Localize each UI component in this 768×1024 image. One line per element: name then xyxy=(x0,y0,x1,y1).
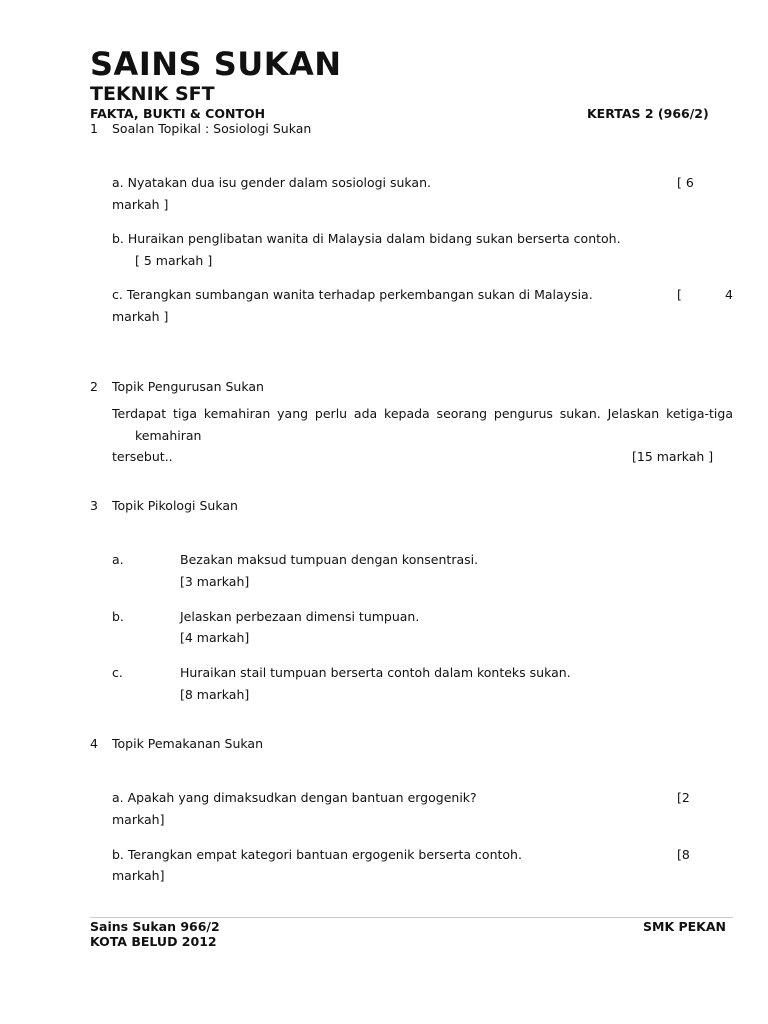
q4-title: Topik Pemakanan Sukan xyxy=(112,736,264,751)
q1-c-marks: markah ] xyxy=(112,309,169,324)
q1-c-text: c. Terangkan sumbangan wanita terhadap perkembangan sukan di Malaysia. xyxy=(112,287,593,302)
q4-b-bracket: [8 xyxy=(677,847,690,862)
q2-question-line1: Terdapat tiga kemahiran yang perlu ada kepada seorang pengurus sukan. Jelaskan ketiga-tiga xyxy=(112,406,733,421)
q3-c-letter: c. xyxy=(112,665,123,680)
q3-b-letter: b. xyxy=(112,609,124,624)
footer-divider xyxy=(90,917,733,918)
q1-c-bracket: [ xyxy=(677,287,682,302)
q3-c-text: Huraikan stail tumpuan berserta contoh dalam konteks sukan. xyxy=(180,665,571,680)
q1-b-marks: [ 5 markah ] xyxy=(135,253,213,268)
footer-left-line2: KOTA BELUD 2012 xyxy=(90,934,217,949)
page-title: SAINS SUKAN xyxy=(90,45,342,83)
header-right-label: KERTAS 2 (966/2) xyxy=(587,106,709,121)
header-left-label: FAKTA, BUKTI & CONTOH xyxy=(90,106,266,121)
q2-title: Topik Pengurusan Sukan xyxy=(112,379,264,394)
q1-a-bracket: [ 6 xyxy=(677,175,694,190)
q2-question-line2: kemahiran xyxy=(135,428,202,443)
q4-a-bracket: [2 xyxy=(677,790,690,805)
q3-a-letter: a. xyxy=(112,552,124,567)
page-subtitle: TEKNIK SFT xyxy=(90,83,215,105)
q2-number: 2 xyxy=(90,379,98,394)
q4-b-marks: markah] xyxy=(112,868,165,883)
q4-a-text: a. Apakah yang dimaksudkan dengan bantuan ergogenik? xyxy=(112,790,477,805)
q2-marks: [15 markah ] xyxy=(632,449,714,464)
q3-a-marks: [3 markah] xyxy=(180,574,250,589)
q4-a-marks: markah] xyxy=(112,812,165,827)
q3-b-marks: [4 markah] xyxy=(180,630,250,645)
q1-a-marks: markah ] xyxy=(112,197,169,212)
q2-question-line3: tersebut.. xyxy=(112,449,173,464)
q1-b-text: b. Huraikan penglibatan wanita di Malaysia dalam bidang sukan berserta contoh. xyxy=(112,231,621,246)
q1-c-marks-number: 4 xyxy=(725,287,733,302)
q3-b-text: Jelaskan perbezaan dimensi tumpuan. xyxy=(180,609,420,624)
footer-left-line1: Sains Sukan 966/2 xyxy=(90,919,220,934)
q4-b-text: b. Terangkan empat kategori bantuan ergogenik berserta contoh. xyxy=(112,847,522,862)
q1-number: 1 xyxy=(90,121,98,136)
footer-right: SMK PEKAN xyxy=(643,919,727,934)
q3-c-marks: [8 markah] xyxy=(180,687,250,702)
q3-a-text: Bezakan maksud tumpuan dengan konsentrasi. xyxy=(180,552,479,567)
q3-number: 3 xyxy=(90,498,98,513)
q3-title: Topik Pikologi Sukan xyxy=(112,498,238,513)
q1-title: Soalan Topikal : Sosiologi Sukan xyxy=(112,121,312,136)
q1-a-text: a. Nyatakan dua isu gender dalam sosiologi sukan. xyxy=(112,175,431,190)
q4-number: 4 xyxy=(90,736,98,751)
